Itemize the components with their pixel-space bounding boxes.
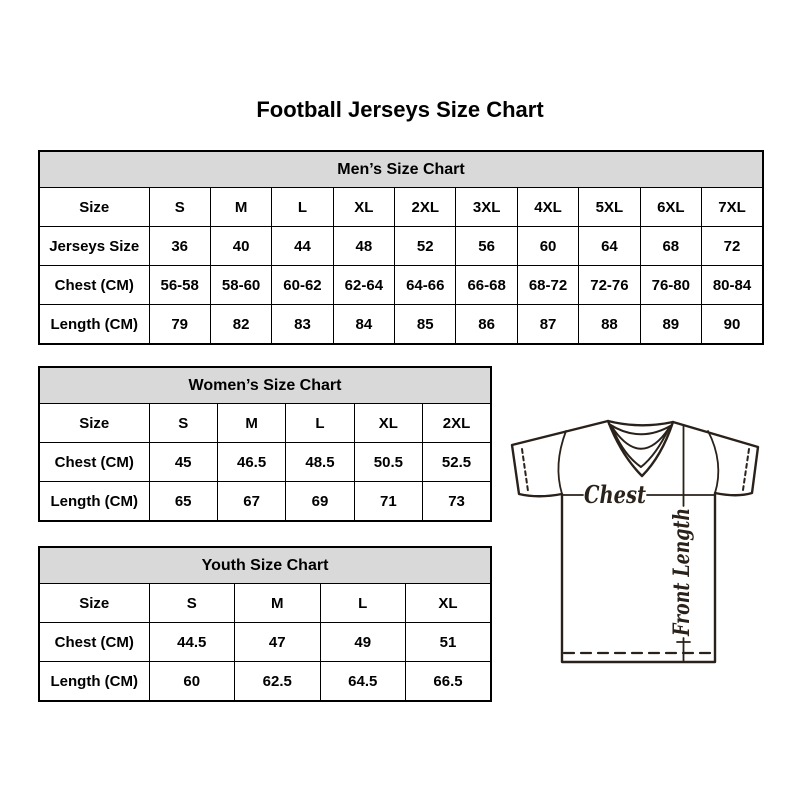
column-header-cell: 7XL [702, 188, 763, 227]
value-cell: 66-68 [456, 266, 517, 305]
value-cell: 52 [395, 227, 456, 266]
table-row [39, 227, 763, 266]
value-cell: 60 [149, 662, 235, 702]
value-cell: 80-84 [702, 266, 763, 305]
value-cell: 46.5 [217, 443, 285, 482]
mens-table-title: Men’s Size Chart [39, 151, 763, 188]
column-header-cell: 3XL [456, 188, 517, 227]
value-cell: 50.5 [354, 443, 422, 482]
value-cell: 89 [640, 305, 701, 345]
row-label-cell: Length (CM) [39, 662, 149, 702]
table-row [39, 443, 491, 482]
column-header-cell: 6XL [640, 188, 701, 227]
value-cell: 67 [217, 482, 285, 522]
value-cell: 72-76 [579, 266, 640, 305]
table-row [39, 188, 763, 227]
value-cell: 85 [395, 305, 456, 345]
column-header-cell: S [149, 404, 217, 443]
value-cell: 83 [272, 305, 333, 345]
table-title-row [39, 367, 491, 404]
column-header-cell: 5XL [579, 188, 640, 227]
value-cell: 45 [149, 443, 217, 482]
size-label-cell: Size [39, 584, 149, 623]
table-row [39, 404, 491, 443]
value-cell: 84 [333, 305, 394, 345]
table-row [39, 623, 491, 662]
table-row [39, 584, 491, 623]
left-armhole-seam [559, 431, 566, 494]
table-row [39, 266, 763, 305]
size-label-cell: Size [39, 188, 149, 227]
table-row [39, 662, 491, 702]
page-title: Football Jerseys Size Chart [256, 97, 544, 122]
column-header-cell: XL [333, 188, 394, 227]
right-armhole-seam [708, 431, 718, 493]
front-length-label: Front Length [669, 473, 695, 636]
youth-table-title: Youth Size Chart [39, 547, 491, 584]
value-cell: 73 [423, 482, 491, 522]
column-header-cell: XL [406, 584, 492, 623]
table-title-row [39, 151, 763, 188]
womens-table-title: Women’s Size Chart [39, 367, 491, 404]
row-label-cell: Jerseys Size [39, 227, 149, 266]
youth-size-table [38, 546, 492, 702]
value-cell: 86 [456, 305, 517, 345]
value-cell: 87 [517, 305, 578, 345]
value-cell: 51 [406, 623, 492, 662]
column-header-cell: M [210, 188, 271, 227]
right-cuff-dashed-line [743, 449, 749, 490]
value-cell: 64-66 [395, 266, 456, 305]
column-header-cell: M [217, 404, 285, 443]
value-cell: 72 [702, 227, 763, 266]
womens-size-table [38, 366, 492, 522]
row-label-cell: Length (CM) [39, 305, 149, 345]
value-cell: 56-58 [149, 266, 210, 305]
value-cell: 58-60 [210, 266, 271, 305]
value-cell: 90 [702, 305, 763, 345]
value-cell: 88 [579, 305, 640, 345]
value-cell: 64.5 [320, 662, 406, 702]
jersey-outline [512, 421, 758, 662]
value-cell: 56 [456, 227, 517, 266]
value-cell: 68 [640, 227, 701, 266]
column-header-cell: 2XL [423, 404, 491, 443]
row-label-cell: Chest (CM) [39, 266, 149, 305]
mens-size-table [38, 150, 764, 345]
value-cell: 52.5 [423, 443, 491, 482]
column-header-cell: S [149, 188, 210, 227]
value-cell: 48 [333, 227, 394, 266]
value-cell: 44 [272, 227, 333, 266]
row-label-cell: Chest (CM) [39, 443, 149, 482]
row-label-cell: Chest (CM) [39, 623, 149, 662]
value-cell: 44.5 [149, 623, 235, 662]
value-cell: 40 [210, 227, 271, 266]
value-cell: 48.5 [286, 443, 354, 482]
value-cell: 66.5 [406, 662, 492, 702]
column-header-cell: S [149, 584, 235, 623]
table-title-row [39, 547, 491, 584]
jersey-measurement-diagram [500, 400, 780, 700]
column-header-cell: M [235, 584, 321, 623]
column-header-cell: XL [354, 404, 422, 443]
value-cell: 36 [149, 227, 210, 266]
size-label-cell: Size [39, 404, 149, 443]
column-header-cell: L [286, 404, 354, 443]
value-cell: 60-62 [272, 266, 333, 305]
value-cell: 79 [149, 305, 210, 345]
value-cell: 62-64 [333, 266, 394, 305]
value-cell: 71 [354, 482, 422, 522]
value-cell: 64 [579, 227, 640, 266]
left-cuff-dashed-line [522, 449, 528, 491]
column-header-cell: L [272, 188, 333, 227]
value-cell: 49 [320, 623, 406, 662]
value-cell: 65 [149, 482, 217, 522]
chest-label: Chest [584, 480, 646, 509]
value-cell: 60 [517, 227, 578, 266]
value-cell: 69 [286, 482, 354, 522]
value-cell: 68-72 [517, 266, 578, 305]
table-row [39, 482, 491, 522]
value-cell: 76-80 [640, 266, 701, 305]
table-row [39, 305, 763, 345]
value-cell: 62.5 [235, 662, 321, 702]
row-label-cell: Length (CM) [39, 482, 149, 522]
column-header-cell: L [320, 584, 406, 623]
jersey-diagram-svg [500, 400, 780, 700]
value-cell: 47 [235, 623, 321, 662]
column-header-cell: 4XL [517, 188, 578, 227]
value-cell: 82 [210, 305, 271, 345]
column-header-cell: 2XL [395, 188, 456, 227]
